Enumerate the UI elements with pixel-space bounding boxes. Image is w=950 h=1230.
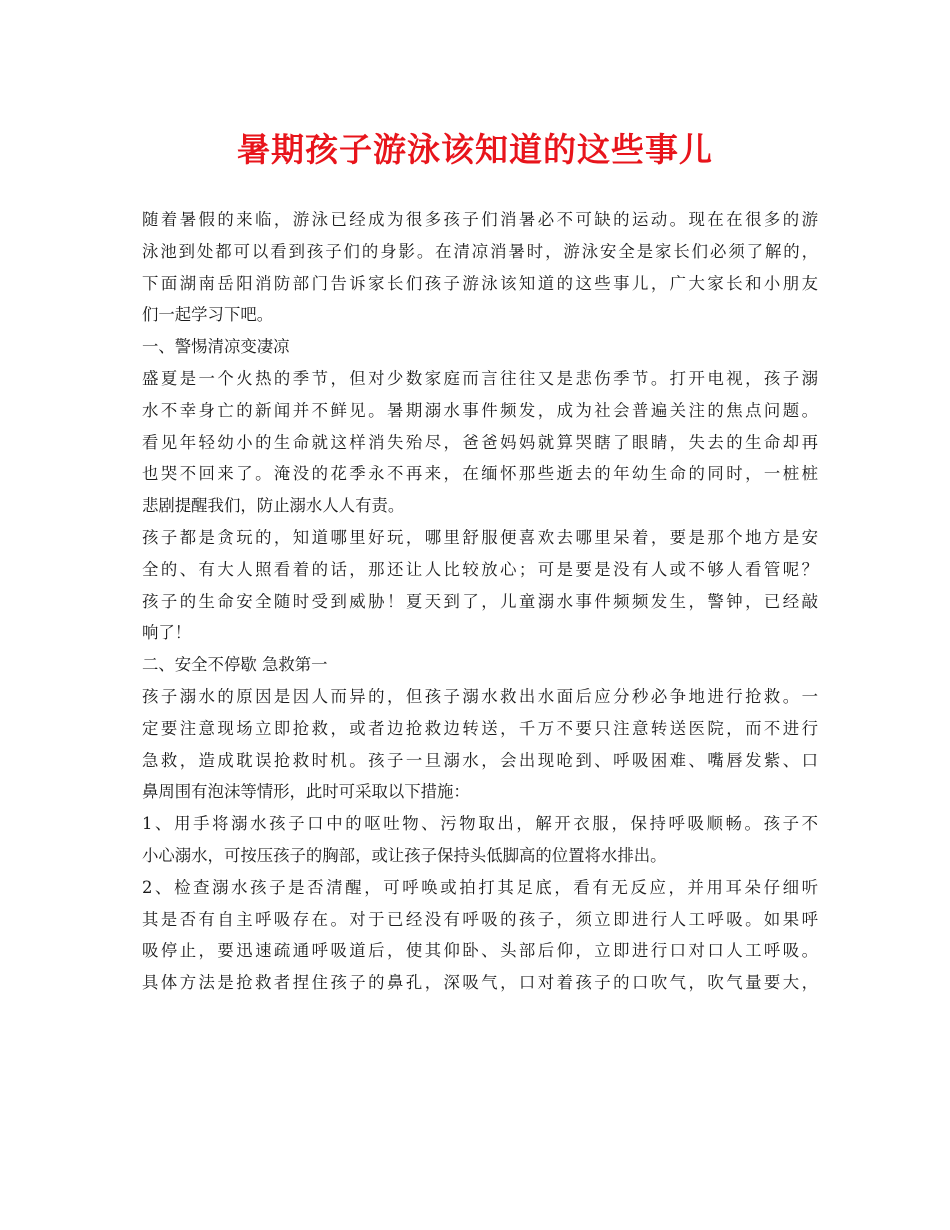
text-line: 泳池到处都可以看到孩子们的身影。在清凉消暑时，游泳安全是家长们必须了解的， [142, 241, 818, 261]
text-line: 1、用手将溺水孩子口中的呕吐物、污物取出，解开衣服，保持呼吸顺畅。孩子不 [142, 814, 818, 834]
text-line: 盛夏是一个火热的季节，但对少数家庭而言往往又是悲伤季节。打开电视，孩子溺 [142, 368, 818, 388]
text-line: 水不幸身亡的新闻并不鲜见。暑期溺水事件频发，成为社会普遍关注的焦点问题。 [142, 400, 818, 420]
text-line: 孩子溺水的原因是因人而异的，但孩子溺水救出水面后应分秒必争地进行抢救。一 [142, 686, 818, 706]
text-line: 小心溺水，可按压孩子的胸部，或让孩子保持头低脚高的位置将水排出。 [142, 845, 667, 865]
text-line: 二、安全不停歇 急救第一 [142, 655, 328, 675]
text-line: 悲剧提醒我们，防止溺水人人有责。 [142, 496, 405, 516]
text-line: 急救，造成耽误抢救时机。孩子一旦溺水，会出现呛到、呼吸困难、嘴唇发紫、口 [142, 750, 818, 770]
text-line: 吸停止，要迅速疏通呼吸道后，使其仰卧、头部后仰，立即进行口对口人工呼吸。 [142, 941, 818, 961]
text-line: 定要注意现场立即抢救，或者边抢救边转送，千万不要只注意转送医院，而不进行 [142, 718, 818, 738]
text-line: 看见年轻幼小的生命就这样消失殆尽，爸爸妈妈就算哭瞎了眼睛，失去的生命却再 [142, 432, 818, 452]
text-line: 其是否有自主呼吸存在。对于已经没有呼吸的孩子，须立即进行人工呼吸。如果呼 [142, 909, 818, 929]
text-line: 也哭不回来了。淹没的花季永不再来，在缅怀那些逝去的年幼生命的同时，一桩桩 [142, 464, 818, 484]
text-line: 响了！ [142, 623, 192, 643]
text-line: 们一起学习下吧。 [142, 305, 274, 325]
text-line: 孩子都是贪玩的，知道哪里好玩，哪里舒服便喜欢去哪里呆着，要是那个地方是安 [142, 527, 818, 547]
text-line: 全的、有大人照看着的话，那还让人比较放心；可是要是没有人或不够人看管呢？ [142, 559, 818, 579]
text-line: 随着暑假的来临，游泳已经成为很多孩子们消暑必不可缺的运动。现在在很多的游 [142, 210, 818, 229]
text-line: 一、警惕清凉变凄凉 [142, 337, 290, 357]
document-body [142, 204, 818, 999]
document-title: 暑期孩子游泳该知道的这些事儿 [237, 130, 713, 169]
text-line: 鼻周围有泡沫等情形，此时可采取以下措施： [142, 782, 470, 802]
text-line: 2、检查溺水孩子是否清醒，可呼唤或拍打其足底，看有无反应，并用耳朵仔细听 [142, 877, 818, 897]
text-line: 孩子的生命安全随时受到威胁！夏天到了，儿童溺水事件频频发生，警钟，已经敲 [142, 591, 818, 611]
text-line: 具体方法是抢救者捏住孩子的鼻孔，深吸气，口对着孩子的口吹气，吹气量要大， [142, 973, 818, 993]
text-line: 下面湖南岳阳消防部门告诉家长们孩子游泳该知道的这些事儿，广大家长和小朋友 [142, 273, 818, 293]
